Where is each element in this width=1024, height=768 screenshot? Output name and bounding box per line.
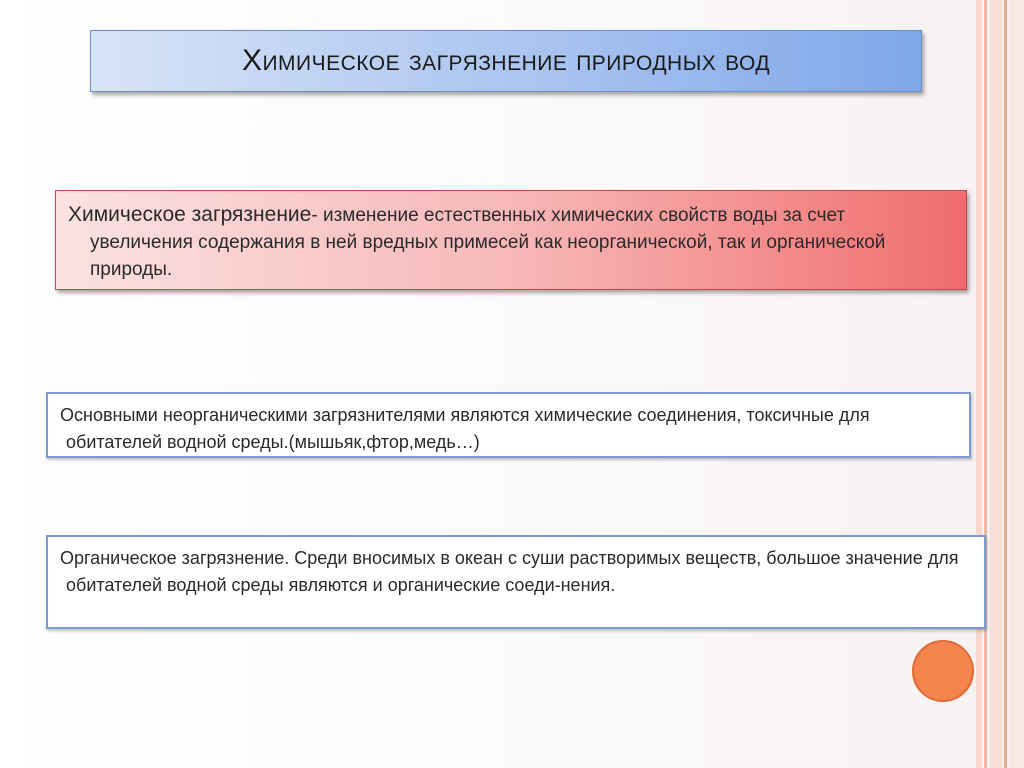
slide-title: Химическое загрязнение природных вод [241, 44, 771, 77]
organic-pollution-text: Органическое загрязнение. Среди вносимых в океан с суши растворимых веществ, большое значение для обитателей водной среды являются и органические соеди-нения. [60, 548, 959, 595]
definition-box [55, 190, 967, 290]
definition-body: - изменение естественных химических свойств воды за счет увеличения содержания в ней вредных примесей как неорганической, так и органической природы. [90, 205, 886, 280]
decorative-stripe [1004, 0, 1007, 768]
organic-pollution-box [46, 535, 986, 629]
inorganic-pollutants-text: Основными неорганическими загрязнителями являются химические соединения, токсичные для обитателей водной среды.(мышьяк,фтор,медь…) [60, 405, 870, 452]
decorative-stripe [984, 0, 987, 768]
definition-term: Химическое загрязнение [68, 203, 312, 226]
decorative-stripe [990, 0, 1002, 768]
definition-text [68, 201, 926, 283]
slide-title-box [90, 30, 922, 92]
decorative-circle [912, 640, 974, 702]
inorganic-pollutants-box [46, 392, 971, 458]
decorative-stripe [976, 0, 982, 768]
decorative-stripe [1010, 0, 1024, 768]
